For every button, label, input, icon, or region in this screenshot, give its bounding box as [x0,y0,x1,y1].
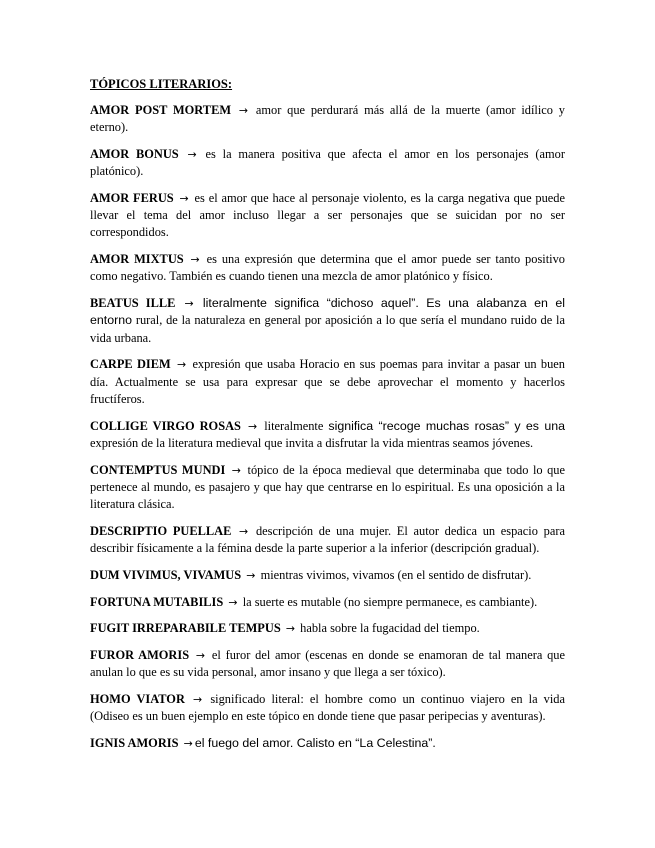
entry-term: AMOR FERUS [90,191,174,205]
arrow-icon: → [190,253,200,267]
entry-definition: rural, de la naturaleza en general por aposición a lo que sería el mundano ruido de la vida urbana. [90,313,565,345]
entry-homo-viator [90,691,565,725]
entry-definition: es el amor que hace al personaje violento, es la carga negativa que puede llevar el tema del amor incluso llegar a ser personajes que se suicidan por no ser correspondidos. [90,191,565,240]
entry-definition-pre: literalmente [264,418,324,433]
entry-definition: mientras vivimos, vivamos (en el sentido de disfrutar). [260,567,532,582]
arrow-icon: → [247,419,258,433]
entry-definition: descripción de una mujer. El autor dedica un espacio para describir físicamente a la fémina desde la parte superior a la inferior (descripción gradual). [90,523,565,556]
entry-term: DESCRIPTIO PUELLAE [90,523,232,538]
arrow-icon: → [285,622,296,636]
document-title: TÓPICOS LITERARIOS: [90,77,233,91]
entry-definition: la suerte es mutable (no siempre permanece, es cambiante). [242,594,538,609]
entry-term: COLLIGE VIRGO ROSAS [90,418,241,433]
entry-definition-alt: literalmente significa “dichoso aquel”. Es una alabanza en el entorno [90,296,565,328]
document-page [90,76,565,762]
entry-definition: significado literal: el hombre como un continuo viajero en la vida (Odiseo es un buen ejemplo en este tópico en donde tiene que pasar peripecias y aventuras). [90,692,566,724]
entry-amor-bonus [90,146,565,180]
entry-definition: expresión que usaba Horacio en sus poemas para invitar a pasar un buen día. Actualmente se usa para expresar que se debe aprovechar el momento y hacerlos fructíferos. [90,357,565,406]
arrow-icon: → [238,104,249,117]
entry-term: FORTUNA MUTABILIS [90,594,224,609]
arrow-icon: → [195,649,206,663]
entry-amor-post-mortem [90,102,565,136]
entry-definition: es la manera positiva que afecta el amor en los personajes (amor platónico). [90,147,565,179]
entry-term: IGNIS AMORIS [90,736,179,751]
arrow-icon: → [184,297,194,311]
entry-ignis-amoris [90,735,565,752]
entry-carpe-diem [90,356,565,408]
entry-dum-vivimus-vivamus [90,567,565,584]
entry-term: FUGIT IRREPARABILE TEMPUS [90,621,281,636]
entry-collige-virgo-rosas [90,418,565,452]
arrow-icon: → [187,148,197,161]
entry-contemptus-mundi [90,462,565,514]
entry-furor-amoris [90,647,565,681]
entry-definition: expresión de la literatura medieval que invita a disfrutar la vida mientras seamos jóvenes. [90,435,534,450]
entry-term: HOMO VIATOR [90,692,185,707]
entry-term: AMOR BONUS [90,147,179,161]
arrow-icon: → [183,737,193,751]
entry-amor-mixtus [90,251,565,285]
entry-definition-alt: significa “recoge muchas rosas” y es una [328,418,566,433]
entry-term: AMOR MIXTUS [90,252,184,267]
entry-term: BEATUS ILLE [90,296,176,311]
entry-definition: tópico de la época medieval que determinaba que todo lo que pertenece al mundo, es pasajero y que hay que centrarse en lo espiritual. Es una oposición a la literatura clásica. [90,462,565,512]
entry-definition: . [432,736,436,751]
arrow-icon: → [179,192,189,205]
entry-definition: es una expresión que determina que el amor puede ser tanto positivo como negativo. También es cuando tienen una mezcla de amor platónico y físico. [90,252,565,284]
entry-fugit-irreparabile-tempus [90,620,565,637]
arrow-icon: → [239,524,249,538]
entry-term: AMOR POST MORTEM [90,103,232,117]
arrow-icon: → [246,568,256,582]
entry-definition: habla sobre la fugacidad del tiempo. [300,621,480,636]
arrow-icon: → [228,595,238,609]
entry-term: DUM VIVIMUS, VIVAMUS [90,567,242,582]
entry-descriptio-puellae [90,523,565,557]
entry-amor-ferus [90,190,565,242]
entry-term: FUROR AMORIS [90,648,190,663]
entry-term: CARPE DIEM [90,357,171,372]
arrow-icon: → [176,358,187,372]
entry-beatus-ille [90,295,565,347]
arrow-icon: → [231,463,242,477]
entry-fortuna-mutabilis [90,594,565,611]
entry-definition-alt: el fuego del amor. Calisto en “La Celestina” [194,736,433,751]
entry-term: CONTEMPTUS MUNDI [90,462,226,477]
entry-definition: amor que perdurará más allá de la muerte (amor idílico y eterno). [90,103,565,135]
entry-definition: el furor del amor (escenas en donde se enamoran de tal manera que anulan lo que es su vida personal, amor insano y que llega a ser tóxico). [90,648,565,680]
arrow-icon: → [193,693,203,707]
